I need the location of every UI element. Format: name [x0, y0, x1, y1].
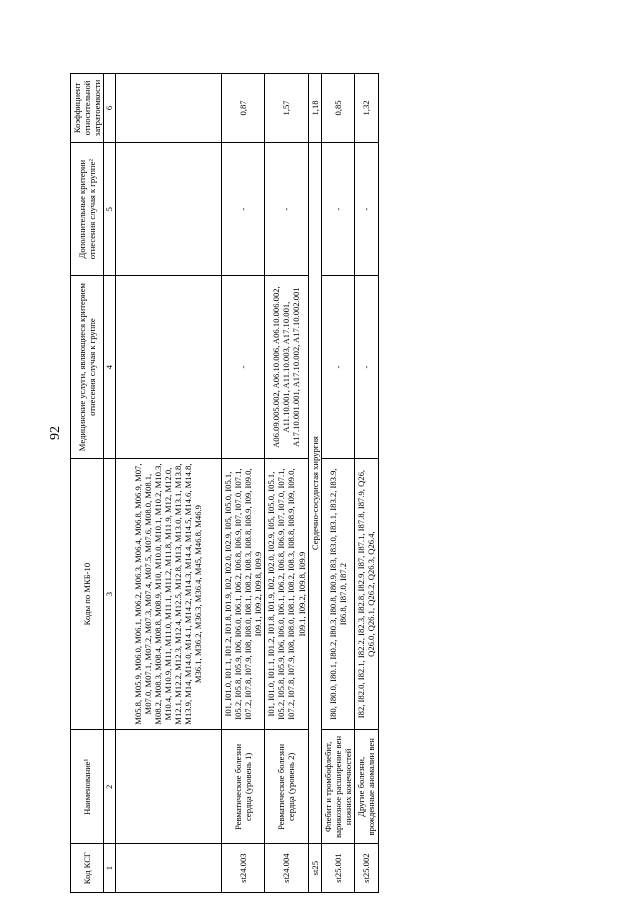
cell-section-code: st25 [308, 844, 321, 893]
cell-coefficient: 1,57 [265, 74, 309, 143]
cell-services: - [221, 276, 265, 458]
cell-ksg-code: st25.001 [321, 844, 354, 893]
cell-services: - [355, 276, 378, 458]
cell-icd-codes: M05.8, M05.9, M06.0, M06.1, M06.2, M06.3, M06.4, M06.8, M06.9, M07, M07.0, M07.1, M07.2, M07.3, M07.4, M07.5, M07.6, M08.0, M08.1, M08.2, M08.3, M08.4, M08.8, M08.9, M10, M10.0, M10.1, M10.2, M10.3, M10.4, M10.9, M11, M11.0, M11.1, M11.2, M11.8, M11.9, M12, M12.0, M12.1, M12.2, M12.3, M12.4, M12.5, M12.8, M13, M13.0, M13.1, M13.8, M13.9, M14, M14.0, M14.1, M14.2, M14.3, M14.4, M14.5, M14.6, M14.8, M36.1, M36.2, M36.3, M36.4, M45, M46.8, M46.9 [115, 458, 221, 730]
cell-services: - [321, 276, 354, 458]
ksg-table [70, 73, 379, 893]
cell-icd-codes: I80, I80.0, I80.1, I80.2, I80.3, I80.8, I80.9, I83, I83.0, I83.1, I83.2, I83.9, I86.8, I87.0, I87.2 [321, 458, 354, 730]
table-row-st25-001 [321, 74, 354, 893]
rotated-table-container [70, 73, 620, 893]
table-row-st24-004 [265, 74, 309, 893]
section-row-st25 [308, 74, 321, 893]
table-row-st25-002 [355, 74, 378, 893]
cell-ksg-code: st25.002 [355, 844, 378, 893]
cell-extra-criteria: - [221, 142, 265, 276]
cell-empty [115, 276, 221, 458]
cell-name: Другие болезни, врожденные аномалии вен [355, 730, 378, 844]
cell-icd-codes: I82, I82.0, I82.1, I82.2, I82.3, I82.8, I82.9, I87, I87.1, I87.8, I87.9, Q26, Q26.0, Q26.1, Q26.2, Q26.3, Q26.4, [355, 458, 378, 730]
column-number: 5 [104, 142, 115, 276]
cell-extra-criteria: - [321, 142, 354, 276]
table-row-continuation [115, 74, 221, 893]
cell-extra-criteria: - [265, 142, 309, 276]
cell-coefficient: 0,87 [221, 74, 265, 143]
page-number: 92 [48, 426, 63, 440]
cell-empty [115, 142, 221, 276]
cell-empty [115, 730, 221, 844]
section-title: Сердечно-сосудистая хирургия [308, 142, 321, 843]
header-ksg-code: Код КСГ [71, 844, 104, 893]
cell-empty [115, 844, 221, 893]
cell-coefficient: 0,85 [321, 74, 354, 143]
cell-icd-codes: I01, I01.0, I01.1, I01.2, I01.8, I01.9, I02, I02.0, I02.9, I05, I05.0, I05.1, I05.2, I05.8, I05.9, I06, I06.0, I06.1, I06.2, I06.8, I06.9, I07, I07.0, I07.1, I07.2, I07.8, I07.9, I08, I08.0, I08.1, I08.2, I08.3, I08.8, I08.9, I09, I09.0, I09.1, I09.2, I09.8, I09.9 [265, 458, 309, 730]
header-services: Медицинские услуги, являющиеся критерием отнесения случая к группе [71, 276, 104, 458]
column-number: 1 [104, 844, 115, 893]
cell-icd-codes: I01, I01.0, I01.1, I01.2, I01.8, I01.9, I02, I02.0, I02.9, I05, I05.0, I05.1, I05.2, I05.8, I05.9, I06, I06.0, I06.1, I06.2, I06.8, I06.9, I07, I07.0, I07.1, I07.2, I07.8, I07.9, I08, I08.0, I08.1, I08.2, I08.3, I08.8, I08.9, I09, I09.0, I09.1, I09.2, I09.8, I09.9 [221, 458, 265, 730]
cell-name: Флебит и тромбофлебит, варикозное расширение вен нижних конечностей [321, 730, 354, 844]
header-row [71, 74, 104, 893]
cell-extra-criteria: - [355, 142, 378, 276]
header-coefficient: Коэффициент относительной затратоемкости [71, 74, 104, 143]
table-row-st24-003 [221, 74, 265, 893]
cell-ksg-code: st24.003 [221, 844, 265, 893]
column-number: 4 [104, 276, 115, 458]
header-extra-criteria: Дополнительные критерии отнесения случая к группе² [71, 142, 104, 276]
cell-section-coefficient: 1,18 [308, 74, 321, 143]
header-name: Наименование¹ [71, 730, 104, 844]
column-number: 6 [104, 74, 115, 143]
cell-empty [115, 74, 221, 143]
cell-services: A06.09.005.002, A06.10.006, A06.10.006.002, A11.10.001, A11.10.003, A17.10.001, A17.10.001.001, A17.10.002, A17.10.002.001 [265, 276, 309, 458]
cell-name: Ревматические болезни сердца (уровень 1) [221, 730, 265, 844]
cell-coefficient: 1,32 [355, 74, 378, 143]
column-number: 2 [104, 730, 115, 844]
column-number-row [104, 74, 115, 893]
cell-name: Ревматические болезни сердца (уровень 2) [265, 730, 309, 844]
header-icd-codes: Коды по МКБ-10 [71, 458, 104, 730]
cell-ksg-code: st24.004 [265, 844, 309, 893]
column-number: 3 [104, 458, 115, 730]
